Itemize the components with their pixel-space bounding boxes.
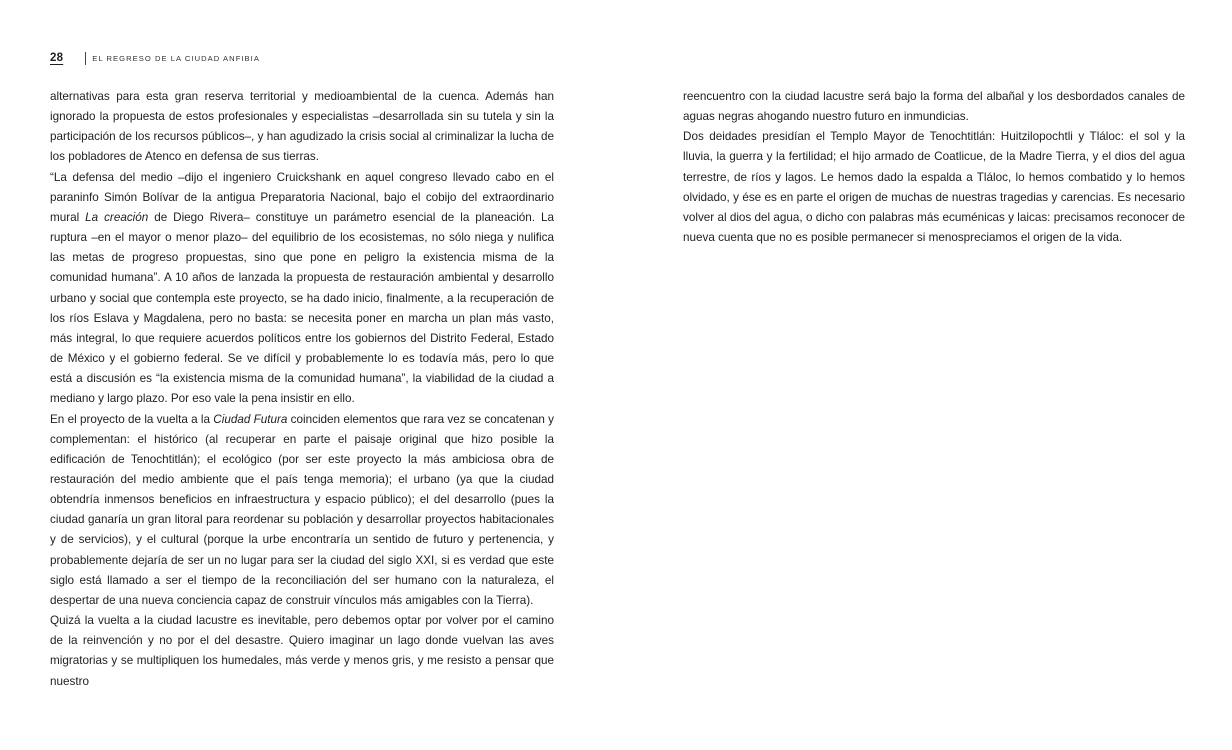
left-column xyxy=(50,87,554,692)
paragraph: Quizá la vuelta a la ciudad lacustre es inevitable, pero debemos optar por volver por el camino de la reinvención y no por el del desastre. Quiero imaginar un lago donde vuelvan las aves migratorias y se multipliquen los humedales, más verde y menos gris, y me resisto a pensar que nuestro xyxy=(50,614,554,688)
page-header xyxy=(50,51,260,65)
right-column xyxy=(683,87,1185,248)
paragraph xyxy=(50,410,554,612)
mural-title: La creación xyxy=(85,210,149,224)
header-divider xyxy=(85,52,86,65)
paragraph-text: de Diego Rivera– constituye un parámetro esencial de la planeación. La ruptura –en el mayor o menor plazo– del equilibrio de los ecosistemas, no sólo niega y nulifica las metas de progreso propuestas, sino que pone en peligro la existencia misma de la comunidad humana”. A 10 años de lanzada la propuesta de restauración ambiental y desarrollo urbano y social que contempla este proyecto, se ha dado inicio, finalmente, a la recuperación de los ríos Eslava y Magdalena, pero no basta: se necesita poner en marcha un plan más vasto, más integral, lo que requiere acuerdos políticos entre los gobiernos del Distrito Federal, Estado de México y el gobierno federal. Se ve difícil y probablemente lo es todavía más, pero lo que está a discusión es “la existencia misma de la comunidad humana”, la viabilidad de la ciudad a mediano y largo plazo. Por eso vale la pena insistir en ello. xyxy=(50,210,554,406)
paragraph xyxy=(50,168,554,410)
page-number: 28 xyxy=(50,52,64,64)
paragraph: alternativas para esta gran reserva territorial y medioambiental de la cuenca. Además han ignorado la propuesta de estos profesionales y especialistas –desarrollada sin su tutela y sin la participación de los recursos públicos–, y han agudizado la crisis social al criminalizar la lucha de los pobladores de Atenco en defensa de sus tierras. xyxy=(50,90,554,164)
running-title: EL REGRESO DE LA CIUDAD ANFIBIA xyxy=(92,53,260,63)
paragraph-text: En el proyecto de la vuelta a la xyxy=(50,412,214,426)
paragraph: reencuentro con la ciudad lacustre será bajo la forma del albañal y los desbordados canales de aguas negras ahogando nuestro futuro en inmundicias. xyxy=(683,90,1185,124)
project-title: Ciudad Futura xyxy=(213,412,288,426)
paragraph-text: coinciden elementos que rara vez se concatenan y complementan: el histórico (al recuperar en parte el paisaje original que hizo posible la edificación de Tenochtitlán); el ecológico (por ser este proyecto la más ambiciosa obra de restauración del medio ambiente que el país tenga memoria); el urbano (ya que la ciudad obtendría inmensos beneficios en infraestructura y espacio público); el del desarrollo (pues la ciudad ganaría un gran litoral para reordenar su población y desarrollar proyectos habitacionales y de servicios), y el cultural (porque la urbe encontraría un sentido de futuro y pertenencia, y probablemente dejaría de ser un no lugar para ser la ciudad del siglo XXI, si es verdad que este siglo está llamado a ser el tiempo de la reconciliación del ser humano con la naturaleza, el despertar de una nueva conciencia capaz de construir vínculos más amigables con la Tierra). xyxy=(50,412,554,607)
paragraph-text: “La defensa del medio –dijo el ingeniero Cruickshank en aquel congreso llevado cabo en el paraninfo Simón Bolívar de la antigua Preparatoria Nacional, bajo el cobijo del extraordinario mural xyxy=(50,170,554,224)
paragraph: Dos deidades presidían el Templo Mayor de Tenochtitlán: Huitzilopochtli y Tláloc: el sol y la lluvia, la guerra y la fertilidad; el hijo armado de Coatlicue, de la Madre Tierra, y el dios del agua terrestre, de ríos y lagos. Le hemos dado la espalda a Tláloc, lo hemos combatido y lo hemos olvidado, y ése es en parte el origen de muchas de nuestras tragedias y carencias. Es necesario volver al dios del agua, o dicho con palabras más ecuménicas y laicas: precisamos reconocer de nueva cuenta que no es posible permanecer si menospreciamos el origen de la vida. xyxy=(683,130,1185,245)
